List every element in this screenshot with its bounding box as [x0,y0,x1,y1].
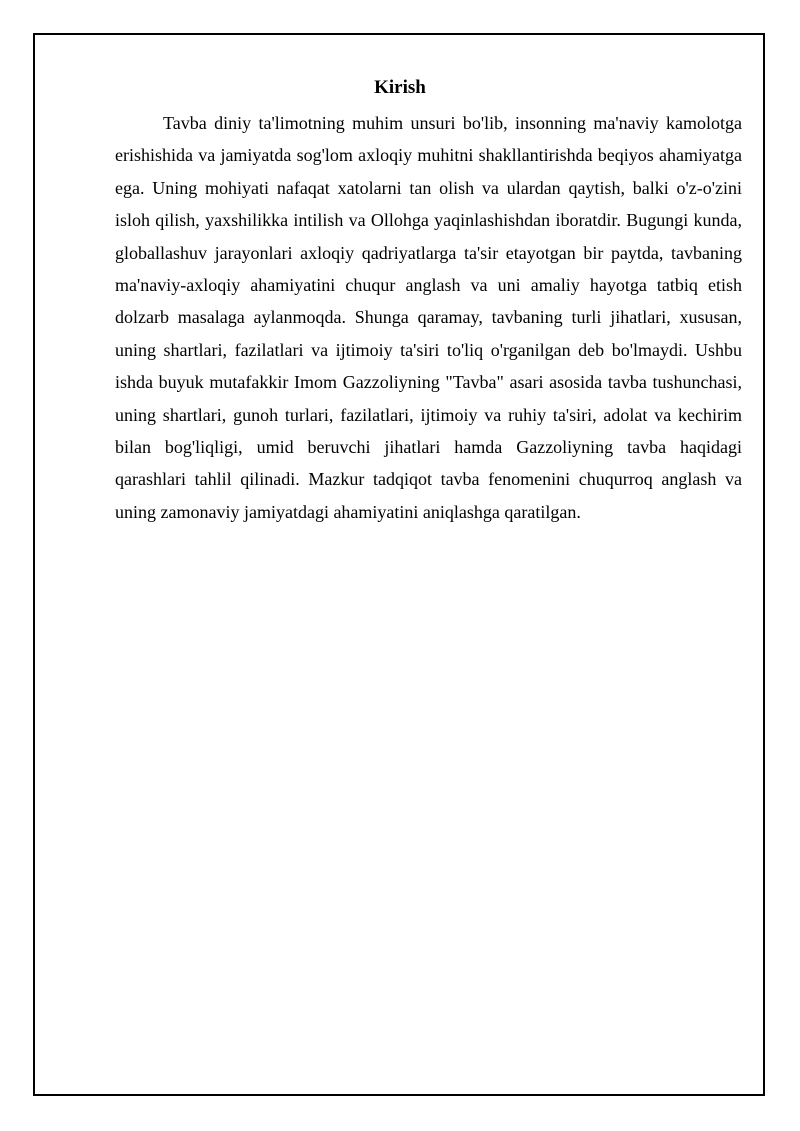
page-title: Kirish [374,77,426,98]
body-paragraph: Tavba diniy ta'limotning muhim unsuri bo'lib, insonning ma'naviy kamolotga erishishida va jamiyatda sog'lom axloqiy muhitni shakllantirishda beqiyos ahamiyatga ega. Uning mohiyati nafaqat xatolarni tan olish va ulardan qaytish, balki o'z-o'zini isloh qilish, yaxshilikka intilish va Ollohga yaqinlashishdan iboratdir. Bugungi kunda, globallashuv jarayonlari axloqiy qadriyatlarga ta'sir etayotgan bir paytda, tavbaning ma'naviy-axloqiy ahamiyatini chuqur anglash va uni amaliy hayotga tatbiq etish dolzarb masalaga aylanmoqda. Shunga qaramay, tavbaning turli jihatlari, xususan, uning shartlari, fazilatlari va ijtimoiy ta'siri to'liq o'rganilgan deb bo'lmaydi. Ushbu ishda buyuk mutafakkir Imom Gazzoliyning "Tavba" asari asosida tavba tushunchasi, uning shartlari, gunoh turlari, fazilatlari, ijtimoiy va ruhiy ta'siri, adolat va kechirim bilan bog'liqligi, umid beruvchi jihatlari hamda Gazzoliyning tavba haqidagi qarashlari tahlil qilinadi. Mazkur tadqiqot tavba fenomenini chuqurroq anglash va uning zamonaviy jamiyatdagi ahamiyatini aniqlashga qaratilgan. [115,113,742,522]
